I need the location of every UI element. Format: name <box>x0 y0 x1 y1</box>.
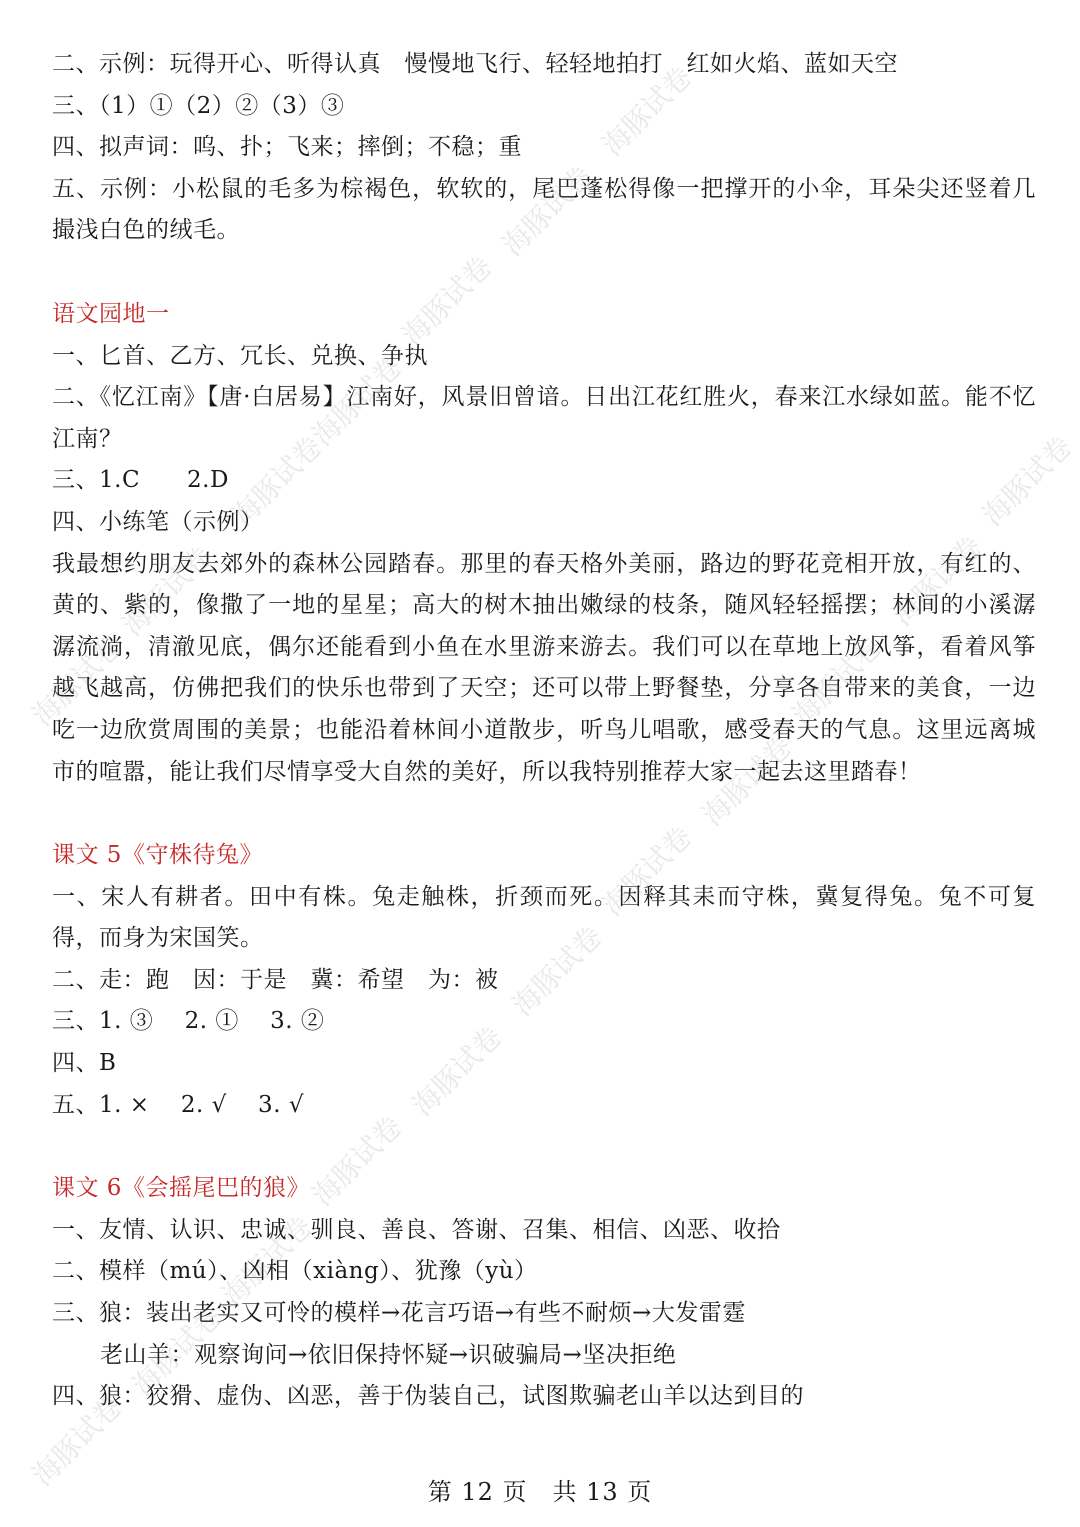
section-gap <box>52 252 1036 294</box>
watermark: 海豚试卷 <box>405 1019 509 1123</box>
answer-line: 五、1. × 2. √ 3. √ <box>52 1091 304 1118</box>
watermark: 海豚试卷 <box>225 429 329 533</box>
page-footer: 第 12 页 共 13 页 <box>427 1478 653 1506</box>
watermark: 海豚试卷 <box>215 1209 319 1313</box>
answer-paragraph: 二、《忆江南》【唐·白居易】江南好，风景旧曾谙。日出江花红胜火，春来江水绿如蓝。能不忆江南？ <box>52 384 1036 452</box>
watermark: 海豚试卷 <box>25 629 129 733</box>
watermark: 海豚试卷 <box>305 349 409 453</box>
answer-line: 四、B <box>52 1050 117 1077</box>
section-gap <box>52 793 1036 835</box>
section-gap <box>52 1126 1036 1168</box>
answer-line: 三、狼：装出老实又可怜的模样→花言巧语→有些不耐烦→大发雷霆 <box>52 1300 746 1327</box>
watermark: 海豚试卷 <box>495 159 599 263</box>
watermark: 海豚试卷 <box>395 249 499 353</box>
watermark: 海豚试卷 <box>595 59 699 163</box>
watermark: 海豚试卷 <box>305 1109 409 1213</box>
answer-line: 四、小练笔（示例） <box>52 508 264 535</box>
answer-line: 四、拟声词：呜、扑；飞来；摔倒；不稳；重 <box>52 134 522 161</box>
section-heading: 课文 5《守株待兔》 <box>52 842 263 869</box>
answer-paragraph: 一、宋人有耕者。田中有株。兔走触株，折颈而死。因释其耒而守株，冀复得兔。兔不可复得，而身为宋国笑。 <box>52 883 1036 952</box>
answer-line: 三、1.C 2.D <box>52 467 229 494</box>
answer-line: 一、匕首、乙方、冗长、兑换、争执 <box>52 342 428 369</box>
watermark: 海豚试卷 <box>115 539 219 643</box>
section-heading: 课文 6《会摇尾巴的狼》 <box>52 1175 310 1202</box>
watermark: 海豚试卷 <box>125 1299 229 1403</box>
watermark: 海豚试卷 <box>785 629 889 733</box>
watermark: 海豚试卷 <box>695 729 799 833</box>
answer-paragraph: 五、示例：小松鼠的毛多为棕褐色，软软的，尾巴蓬松得像一把撑开的小伞，耳朵尖还竖着几撮浅白色的绒毛。 <box>52 175 1036 244</box>
answer-line: 四、狼：狡猾、虚伪、凶恶，善于伪装自己，试图欺骗老山羊以达到目的 <box>52 1383 804 1410</box>
answer-line: 二、走：跑 因：于是 冀：希望 为：被 <box>52 966 499 993</box>
section-heading: 语文园地一 <box>52 300 170 327</box>
watermark: 海豚试卷 <box>595 819 699 923</box>
watermark: 海豚试卷 <box>885 529 989 633</box>
watermark: 海豚试卷 <box>25 1389 129 1493</box>
watermark: 海豚试卷 <box>975 429 1079 533</box>
answer-content <box>52 44 1036 1418</box>
essay-paragraph: 我最想约朋友去郊外的森林公园踏春。那里的春天格外美丽，路边的野花竞相开放，有红的、黄的、紫的，像撒了一地的星星；高大的树木抽出嫩绿的枝条，随风轻轻摇摆；林间的小溪潺潺流淌，清澈见底，偶尔还能看到小鱼在水里游来游去。我们可以在草地上放风筝，看着风筝越飞越高，仿佛把我们的快乐也带到了天空；还可以带上野餐垫，分享各自带来的美食，一边吃一边欣赏周围的美景；也能沿着林间小道散步，听鸟儿唱歌，感受春天的气息。这里远离城市的喧嚣，能让我们尽情享受大自然的美好，所以我特别推荐大家一起去这里踏春！ <box>52 550 1036 785</box>
answer-line: 三、1. ③ 2. ① 3. ② <box>52 1008 325 1035</box>
answer-line: 老山羊：观察询问→依旧保持怀疑→识破骗局→坚决拒绝 <box>100 1341 677 1368</box>
answer-line: 一、友情、认识、忠诚、驯良、善良、答谢、召集、相信、凶恶、收拾 <box>52 1216 781 1243</box>
watermark: 海豚试卷 <box>505 919 609 1023</box>
answer-line: 二、示例：玩得开心、听得认真 慢慢地飞行、轻轻地拍打 红如火焰、蓝如天空 <box>52 51 898 77</box>
answer-line: 三、（1）①（2）②（3）③ <box>52 92 345 119</box>
answer-line: 二、模样（mú）、凶相（xiàng）、犹豫（yù） <box>52 1258 538 1285</box>
